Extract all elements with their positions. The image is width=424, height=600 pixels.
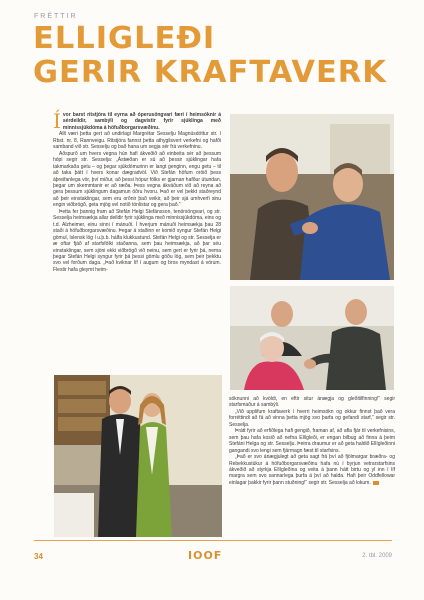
article-intro: Ívor barst ritstjóra til eyrna að óperusöngvari færi í heimsóknir á sérdeildir, sambýli og dagvistir fyrir sjúklinga með minnissjúkdóma á höfuðborgarsvæðinu. xyxy=(53,109,221,133)
headline xyxy=(33,22,393,90)
headline-line-2: GERIR KRAFTAVERK xyxy=(33,55,387,90)
article-paragraph: sóknunni að kvöldi, en eftir situr ánægja og gleðitilfinning!“ segir starfsmaður á sambýli. xyxy=(229,396,395,409)
photo-two-men-embracing xyxy=(230,114,394,280)
end-mark-icon xyxy=(373,481,379,485)
section-label: FRÉTTIR xyxy=(34,13,78,20)
ioof-logo: IOOF xyxy=(188,549,223,562)
footer-rule xyxy=(34,540,392,541)
article-paragraph: Þetta fer þannig fram að Stefán Helgi Stefánsson, tenórsöngvari, og str. Sesselja heimsækja allar deildir fyrir sjúklinga með minnissjúkdóma, eins og t.d. Alzheimer, einu sinni í mánuði. Í hverjum mánuði heimsækja þau 28 staði á höfuðborgarsvæðinu. Þegar á staðinn er komið syngur Stefán Helgi gömul, íslensk lög í u.þ.b. hálfa klukkustund. Stefán Helgi og str. Sesselja er æ oftar fjáð af starfsfólki staðanna, sem þau heimsækja, að þar séu einstaklingar, sem sjöni ekki viðbrögð við neinu, sem gert er fyrir þá, nema þegar Stefán Helgi syngur fyrir þá þessi gömlu góðu lög, sem þeir þekktu svo vel forðum daga. „Það kviknar líf í augum og bros myndast á vörum. Flestir hafa gleymt heim- xyxy=(53,208,221,273)
drop-cap: Í xyxy=(53,109,61,133)
issue-label: 2. tbl. 2009 xyxy=(362,553,392,559)
article-paragraph: Þrátt fyrir að erfiðlega hafi gengið, framan af, að afla fjár til verkefnisins, sem þau hafa kosið að nefna Ellígleði, er engan bilbug að finna á þeim Stefáni Helga og str. Sesselju. Þeirra draumur er að geta haldið Ellígleðinni gangandi svo lengi sem fjármagn fæst til starfsins. xyxy=(229,428,395,454)
page-number: 34 xyxy=(34,552,43,561)
photo-couple-standing xyxy=(54,375,222,537)
article-paragraph: Aðspurð um hvers vegna hún hafi ákveðið að einbeita sér að þessum hópi segir str. Sesselja: „Ástæðan er sú að þessir sjúklingar hafa takmarkaða getu – og þegar sjúkdómurinn er langt genginn, engu getu – til að taka þátt í hvers konar dægradvöl. Við Stefán höfum oröið þess áþreifanlega vör, því miður, að þessi hópur fólks er gjarnan hafður útundan, þegar um skemmtanir er að ræða. Þess vegna ákváðum við að reyna að gera þessum sjúklingum dagamun öðru hvoru. Það er vel þekkt staðreynd að þeir einstaklingar, sem eru orðnir það veikir, að þeir sjá umhverfi sinu engin viðbrögð, geta mjög vel notið tónlistar og gera það.“ xyxy=(53,150,221,209)
article-column-right xyxy=(229,396,395,486)
article-paragraph: „Við upplifum kraftaverk í hverri heimsókn og okkur finnst það vera forréttindi að fá að vinna þetta mjög svo þarfa og gefandi starf,“ segir str. Sesselja. xyxy=(229,408,395,428)
article-paragraph: „Það er svo ánægjulegt að geta sagt frá því að fjölmargar bræðra- og Rebekkustúkur á höfuðborgarsvæðinu hafa nú í byrjun vetrarstarfsins ákveðið að styrkja Ellígleðina og veita á þann hátt birtu og yl inn í líf margra sem svo sannarlega þurfa á því að halda. Hafi þeir Oddfellowar einlagar þakkir fyrir þann stuðning!“ segir str. Sesselja að lokum. xyxy=(229,454,395,486)
headline-line-1: ELLIGLEÐI xyxy=(33,21,216,56)
article-column-left xyxy=(53,109,221,273)
article-paragraph: Allt væri þetta gert að undirlagi Margrétar Sesselju Magnúsdóttur str. í Rbst. nr. 8, Rannveigu. Ritstjóra fannst þetta athyglisvert verkefni og hafði samband við str. Sesselju og bað hana um segja sér frá verkefninu. xyxy=(53,131,221,151)
photo-singer-with-elderly xyxy=(230,286,394,390)
